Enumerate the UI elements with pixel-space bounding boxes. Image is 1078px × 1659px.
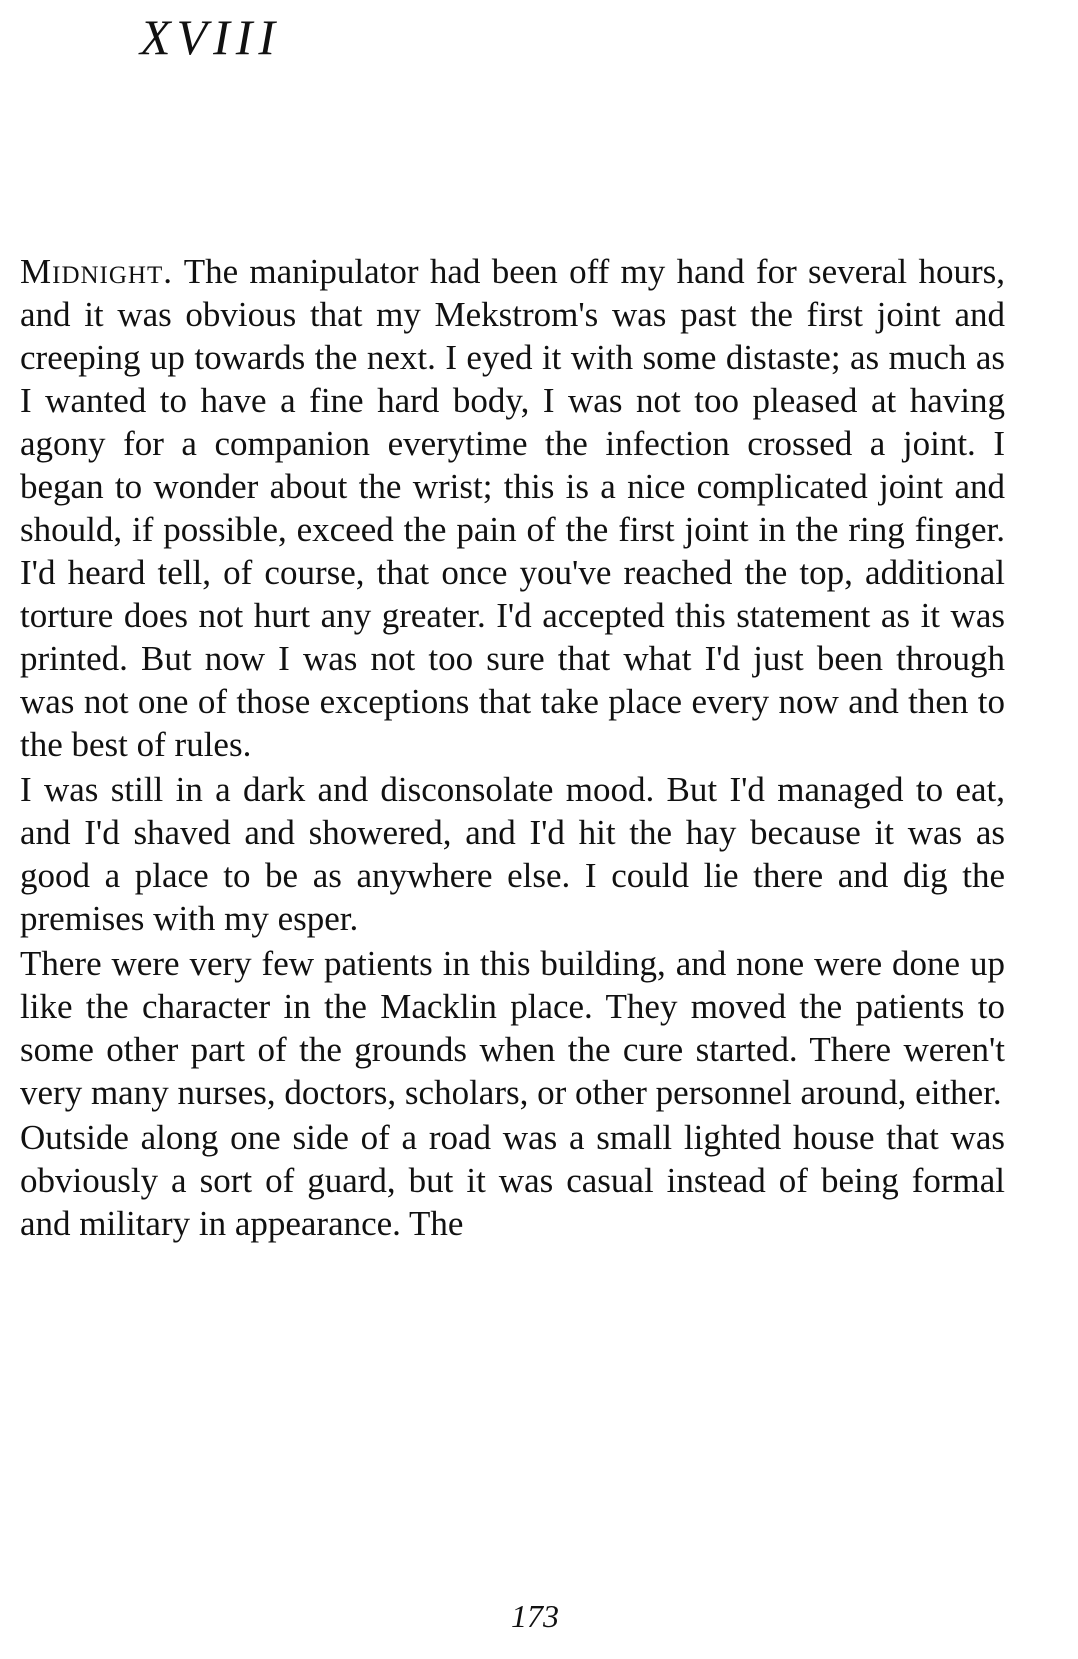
paragraph-4: Outside along one side of a road was a small lighted house that was obviously a sort of guard, but it was casual instead of being formal and military in appearance. The xyxy=(20,1118,1005,1243)
paragraph-2: I was still in a dark and disconsolate mood. But I'd managed to eat, and I'd shaved and showered, and I'd hit the hay because it was as good a place to be as anywhere else. I could lie there and dig the premises with my esper. xyxy=(20,770,1005,938)
book-page xyxy=(20,0,1005,1659)
chapter-heading: XVIII xyxy=(140,9,282,65)
body-text xyxy=(20,250,1005,1245)
paragraph-1-text: The manipulator had been off my hand for several hours, and it was obvious that my Mekstrom's was past the first joint and creeping up towards the next. I eyed it with some distaste; as much as I wanted to have a fine hard body, I was not too pleased at having agony for a companion everytime the infection crossed a joint. I began to wonder about the wrist; this is a nice complicated joint and should, if possible, exceed the pain of the first joint in the ring finger. I'd heard tell, of course, that once you've reached the top, additional torture does not hurt any greater. I'd accepted this statement as it was printed. But now I was not too sure that what I'd just been through was not one of those exceptions that take place every now and then to the best of rules. xyxy=(20,252,1005,764)
paragraph-3: There were very few patients in this building, and none were done up like the character in the Macklin place. They moved the patients to some other part of the grounds when the cure started. There weren't very many nurses, doctors, scholars, or other personnel around, either. xyxy=(20,944,1005,1112)
paragraph-1 xyxy=(20,250,1005,766)
page-number: 173 xyxy=(511,1598,559,1634)
paragraph-lead-word: Midnight. xyxy=(20,252,174,291)
